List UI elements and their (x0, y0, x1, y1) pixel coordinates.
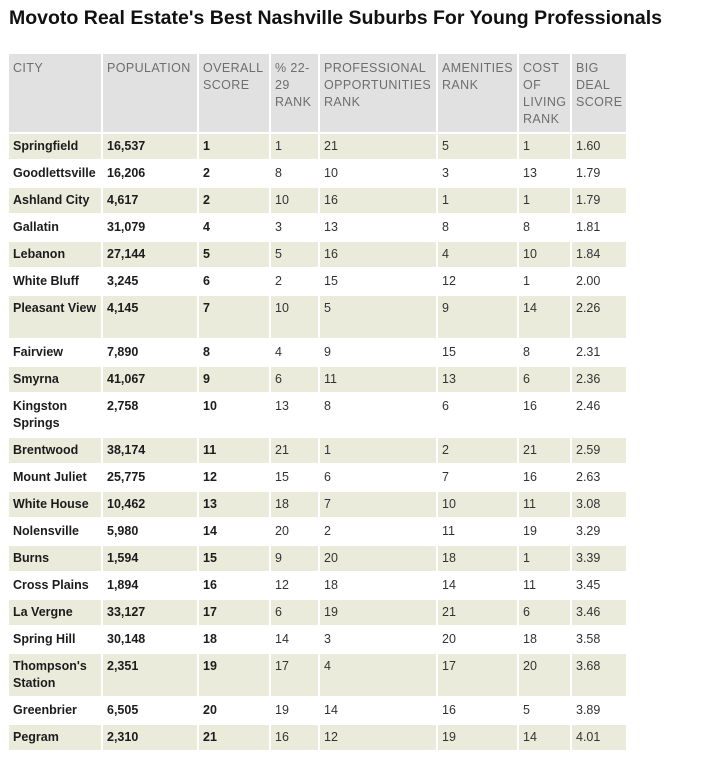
age-rank-cell: 5 (271, 242, 320, 269)
professional-opportunities-rank-cell: 20 (320, 546, 438, 573)
header-age-rank: % 22-29 RANK (271, 54, 320, 134)
population-cell: 16,206 (103, 161, 199, 188)
age-rank-cell: 15 (271, 465, 320, 492)
big-deal-score-cell: 3.68 (572, 654, 626, 698)
cost-of-living-rank-cell: 14 (519, 725, 572, 752)
header-city: CITY (9, 54, 103, 134)
table-row (9, 698, 626, 725)
amenities-rank-cell: 20 (438, 627, 519, 654)
cost-of-living-rank-cell: 1 (519, 546, 572, 573)
population-cell: 1,894 (103, 573, 199, 600)
amenities-rank-cell: 3 (438, 161, 519, 188)
age-rank-cell: 17 (271, 654, 320, 698)
header-amenities-rank: AMENITIES RANK (438, 54, 519, 134)
cost-of-living-rank-cell: 1 (519, 134, 572, 161)
age-rank-cell: 2 (271, 269, 320, 296)
table-row (9, 627, 626, 654)
city-cell: Ashland City (9, 188, 103, 215)
city-cell: Burns (9, 546, 103, 573)
cost-of-living-rank-cell: 5 (519, 698, 572, 725)
population-cell: 33,127 (103, 600, 199, 627)
big-deal-score-cell: 3.58 (572, 627, 626, 654)
overall-score-cell: 14 (199, 519, 271, 546)
header-overall-score: OVERALL SCORE (199, 54, 271, 134)
overall-score-cell: 8 (199, 340, 271, 367)
professional-opportunities-rank-cell: 10 (320, 161, 438, 188)
table-row (9, 546, 626, 573)
population-cell: 5,980 (103, 519, 199, 546)
population-cell: 4,617 (103, 188, 199, 215)
overall-score-cell: 6 (199, 269, 271, 296)
professional-opportunities-rank-cell: 1 (320, 438, 438, 465)
age-rank-cell: 6 (271, 600, 320, 627)
overall-score-cell: 9 (199, 367, 271, 394)
cost-of-living-rank-cell: 6 (519, 367, 572, 394)
population-cell: 16,537 (103, 134, 199, 161)
amenities-rank-cell: 4 (438, 242, 519, 269)
professional-opportunities-rank-cell: 5 (320, 296, 438, 340)
professional-opportunities-rank-cell: 7 (320, 492, 438, 519)
overall-score-cell: 15 (199, 546, 271, 573)
city-cell: Thompson's Station (9, 654, 103, 698)
cost-of-living-rank-cell: 14 (519, 296, 572, 340)
big-deal-score-cell: 1.60 (572, 134, 626, 161)
city-cell: La Vergne (9, 600, 103, 627)
overall-score-cell: 20 (199, 698, 271, 725)
city-cell: Springfield (9, 134, 103, 161)
population-cell: 2,310 (103, 725, 199, 752)
table-row (9, 519, 626, 546)
amenities-rank-cell: 7 (438, 465, 519, 492)
city-cell: Smyrna (9, 367, 103, 394)
professional-opportunities-rank-cell: 2 (320, 519, 438, 546)
city-cell: Gallatin (9, 215, 103, 242)
population-cell: 1,594 (103, 546, 199, 573)
cost-of-living-rank-cell: 6 (519, 600, 572, 627)
big-deal-score-cell: 2.59 (572, 438, 626, 465)
big-deal-score-cell: 1.79 (572, 188, 626, 215)
big-deal-score-cell: 2.26 (572, 296, 626, 340)
age-rank-cell: 6 (271, 367, 320, 394)
amenities-rank-cell: 18 (438, 546, 519, 573)
big-deal-score-cell: 3.39 (572, 546, 626, 573)
amenities-rank-cell: 6 (438, 394, 519, 438)
amenities-rank-cell: 19 (438, 725, 519, 752)
age-rank-cell: 20 (271, 519, 320, 546)
professional-opportunities-rank-cell: 6 (320, 465, 438, 492)
population-cell: 25,775 (103, 465, 199, 492)
city-cell: Lebanon (9, 242, 103, 269)
population-cell: 30,148 (103, 627, 199, 654)
big-deal-score-cell: 3.08 (572, 492, 626, 519)
cost-of-living-rank-cell: 13 (519, 161, 572, 188)
amenities-rank-cell: 13 (438, 367, 519, 394)
amenities-rank-cell: 8 (438, 215, 519, 242)
city-cell: White House (9, 492, 103, 519)
professional-opportunities-rank-cell: 11 (320, 367, 438, 394)
big-deal-score-cell: 2.00 (572, 269, 626, 296)
table-body (9, 134, 626, 752)
table-row (9, 654, 626, 698)
overall-score-cell: 7 (199, 296, 271, 340)
professional-opportunities-rank-cell: 16 (320, 188, 438, 215)
age-rank-cell: 21 (271, 438, 320, 465)
professional-opportunities-rank-cell: 14 (320, 698, 438, 725)
table-row (9, 600, 626, 627)
city-cell: Nolensville (9, 519, 103, 546)
cost-of-living-rank-cell: 8 (519, 215, 572, 242)
overall-score-cell: 16 (199, 573, 271, 600)
overall-score-cell: 18 (199, 627, 271, 654)
big-deal-score-cell: 3.89 (572, 698, 626, 725)
population-cell: 2,758 (103, 394, 199, 438)
city-cell: Spring Hill (9, 627, 103, 654)
big-deal-score-cell: 3.46 (572, 600, 626, 627)
header-big-deal-score: BIG DEAL SCORE (572, 54, 626, 134)
age-rank-cell: 12 (271, 573, 320, 600)
table-row (9, 269, 626, 296)
city-cell: White Bluff (9, 269, 103, 296)
overall-score-cell: 21 (199, 725, 271, 752)
professional-opportunities-rank-cell: 13 (320, 215, 438, 242)
age-rank-cell: 10 (271, 296, 320, 340)
cost-of-living-rank-cell: 11 (519, 492, 572, 519)
cost-of-living-rank-cell: 16 (519, 465, 572, 492)
big-deal-score-cell: 4.01 (572, 725, 626, 752)
table-header-row (9, 54, 626, 134)
overall-score-cell: 2 (199, 161, 271, 188)
city-cell: Kingston Springs (9, 394, 103, 438)
overall-score-cell: 19 (199, 654, 271, 698)
cost-of-living-rank-cell: 1 (519, 269, 572, 296)
big-deal-score-cell: 2.46 (572, 394, 626, 438)
big-deal-score-cell: 2.36 (572, 367, 626, 394)
age-rank-cell: 3 (271, 215, 320, 242)
professional-opportunities-rank-cell: 19 (320, 600, 438, 627)
age-rank-cell: 19 (271, 698, 320, 725)
suburbs-table (9, 54, 626, 752)
overall-score-cell: 12 (199, 465, 271, 492)
big-deal-score-cell: 3.45 (572, 573, 626, 600)
big-deal-score-cell: 1.84 (572, 242, 626, 269)
amenities-rank-cell: 16 (438, 698, 519, 725)
population-cell: 2,351 (103, 654, 199, 698)
professional-opportunities-rank-cell: 16 (320, 242, 438, 269)
cost-of-living-rank-cell: 11 (519, 573, 572, 600)
cost-of-living-rank-cell: 19 (519, 519, 572, 546)
overall-score-cell: 10 (199, 394, 271, 438)
population-cell: 4,145 (103, 296, 199, 340)
cost-of-living-rank-cell: 20 (519, 654, 572, 698)
age-rank-cell: 13 (271, 394, 320, 438)
overall-score-cell: 5 (199, 242, 271, 269)
overall-score-cell: 11 (199, 438, 271, 465)
population-cell: 27,144 (103, 242, 199, 269)
table-row (9, 492, 626, 519)
amenities-rank-cell: 9 (438, 296, 519, 340)
city-cell: Brentwood (9, 438, 103, 465)
cost-of-living-rank-cell: 21 (519, 438, 572, 465)
age-rank-cell: 14 (271, 627, 320, 654)
cost-of-living-rank-cell: 8 (519, 340, 572, 367)
age-rank-cell: 9 (271, 546, 320, 573)
amenities-rank-cell: 17 (438, 654, 519, 698)
table-row (9, 134, 626, 161)
overall-score-cell: 2 (199, 188, 271, 215)
city-cell: Greenbrier (9, 698, 103, 725)
age-rank-cell: 16 (271, 725, 320, 752)
header-population: POPULATION (103, 54, 199, 134)
age-rank-cell: 4 (271, 340, 320, 367)
table-row (9, 394, 626, 438)
amenities-rank-cell: 1 (438, 188, 519, 215)
overall-score-cell: 1 (199, 134, 271, 161)
population-cell: 10,462 (103, 492, 199, 519)
professional-opportunities-rank-cell: 21 (320, 134, 438, 161)
population-cell: 6,505 (103, 698, 199, 725)
table-row (9, 573, 626, 600)
table-row (9, 242, 626, 269)
age-rank-cell: 8 (271, 161, 320, 188)
overall-score-cell: 13 (199, 492, 271, 519)
professional-opportunities-rank-cell: 9 (320, 340, 438, 367)
header-professional-opportunities-rank: PROFESSIONAL OPPORTUNITIES RANK (320, 54, 438, 134)
professional-opportunities-rank-cell: 8 (320, 394, 438, 438)
population-cell: 41,067 (103, 367, 199, 394)
table-row (9, 340, 626, 367)
population-cell: 7,890 (103, 340, 199, 367)
amenities-rank-cell: 14 (438, 573, 519, 600)
cost-of-living-rank-cell: 1 (519, 188, 572, 215)
amenities-rank-cell: 12 (438, 269, 519, 296)
table-row (9, 188, 626, 215)
big-deal-score-cell: 2.63 (572, 465, 626, 492)
professional-opportunities-rank-cell: 15 (320, 269, 438, 296)
overall-score-cell: 4 (199, 215, 271, 242)
big-deal-score-cell: 3.29 (572, 519, 626, 546)
big-deal-score-cell: 1.79 (572, 161, 626, 188)
city-cell: Fairview (9, 340, 103, 367)
city-cell: Mount Juliet (9, 465, 103, 492)
city-cell: Cross Plains (9, 573, 103, 600)
population-cell: 38,174 (103, 438, 199, 465)
amenities-rank-cell: 5 (438, 134, 519, 161)
amenities-rank-cell: 10 (438, 492, 519, 519)
table-row (9, 296, 626, 340)
professional-opportunities-rank-cell: 4 (320, 654, 438, 698)
table-row (9, 725, 626, 752)
table-row (9, 465, 626, 492)
overall-score-cell: 17 (199, 600, 271, 627)
age-rank-cell: 10 (271, 188, 320, 215)
population-cell: 3,245 (103, 269, 199, 296)
amenities-rank-cell: 11 (438, 519, 519, 546)
big-deal-score-cell: 1.81 (572, 215, 626, 242)
age-rank-cell: 18 (271, 492, 320, 519)
table-row (9, 215, 626, 242)
amenities-rank-cell: 2 (438, 438, 519, 465)
header-cost-of-living-rank: COST OF LIVING RANK (519, 54, 572, 134)
amenities-rank-cell: 21 (438, 600, 519, 627)
table-row (9, 161, 626, 188)
city-cell: Pegram (9, 725, 103, 752)
cost-of-living-rank-cell: 18 (519, 627, 572, 654)
cost-of-living-rank-cell: 10 (519, 242, 572, 269)
professional-opportunities-rank-cell: 12 (320, 725, 438, 752)
professional-opportunities-rank-cell: 18 (320, 573, 438, 600)
professional-opportunities-rank-cell: 3 (320, 627, 438, 654)
big-deal-score-cell: 2.31 (572, 340, 626, 367)
city-cell: Pleasant View (9, 296, 103, 340)
age-rank-cell: 1 (271, 134, 320, 161)
cost-of-living-rank-cell: 16 (519, 394, 572, 438)
table-row (9, 367, 626, 394)
page-title: Movoto Real Estate's Best Nashville Suburbs For Young Professionals (9, 7, 662, 29)
population-cell: 31,079 (103, 215, 199, 242)
table-row (9, 438, 626, 465)
amenities-rank-cell: 15 (438, 340, 519, 367)
city-cell: Goodlettsville (9, 161, 103, 188)
